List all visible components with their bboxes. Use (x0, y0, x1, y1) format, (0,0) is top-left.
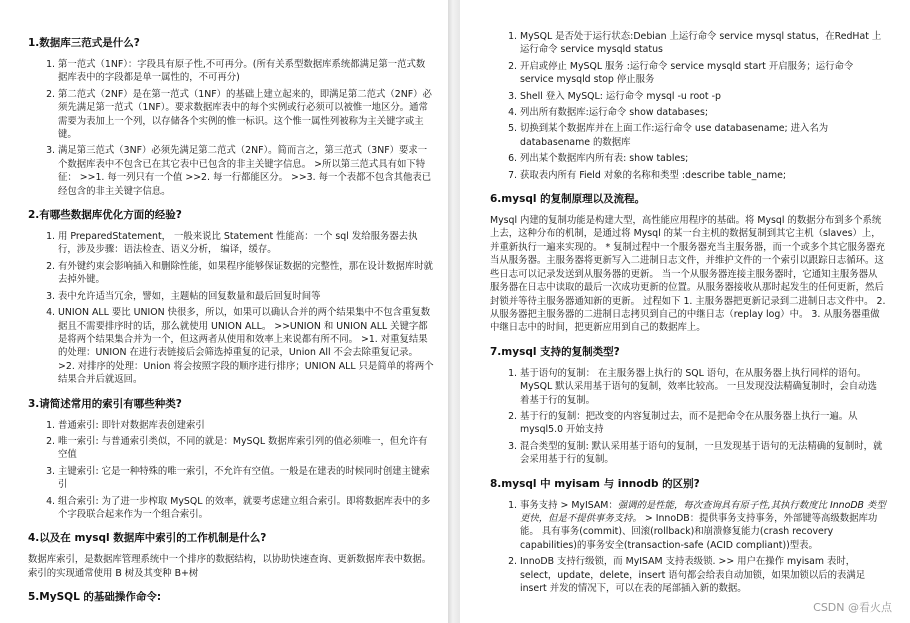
q6-heading: 6.mysql 的复制原理以及流程。 (490, 193, 646, 206)
q1-heading: 1.数据库三范式是什么? (28, 37, 140, 49)
q8-list (490, 499, 886, 596)
right-page (460, 0, 910, 623)
list-item: 4. UNION ALL 要比 UNION 快很多，所以，如果可以确认合并的两个结果集中不包含重复数据且不需要排序时的话，那么就使用 UNION ALL。 >>UNION 和 UNION ALL 关键字都是将两个结果集合并为一个，但这两者从使用和效率上来说都有所不同。 >1. 对重复结果的处理：UNION 在进行表链接后会筛选掉重复的记录，Union All 不会去除重复记录。 >2. 对排序的处理：Union 将会按照字段的顺序进行排序；UNION ALL 只是简单的将两个结果合并后就返回。 (58, 306, 434, 386)
list-item: 3. 混合类型的复制: 默认采用基于语句的复制，一旦发现基于语句的无法精确的复制时，就会采用基于行的复制。 (520, 440, 886, 467)
list-item: 1. 用 PreparedStatement， 一般来说比 Statement 性能高：一个 sql 发给服务器去执行，涉及步骤：语法检查、语义分析， 编译，缓存。 (58, 230, 434, 257)
q5-list (490, 30, 886, 182)
list-item: 1. 第一范式（1NF）：字段具有原子性,不可再分。(所有关系型数据库系统都满足第一范式数据库表中的字段都是单一属性的，不可再分) (58, 58, 434, 85)
list-item: 3. Shell 登入 MySQL: 运行命令 mysql -u root -p (520, 90, 886, 103)
q4-paragraph: 数据库索引，是数据库管理系统中一个排序的数据结构，以协助快速查询、更新数据库表中数据。索引的实现通常使用 B 树及其变种 B+树 (28, 554, 432, 579)
q7-list (490, 367, 886, 467)
q5-heading: 5.MySQL 的基础操作命令: (28, 591, 162, 604)
list-item: 1. MySQL 是否处于运行状态:Debian 上运行命令 service mysql status，在RedHat 上运行命令 service mysqld status (520, 30, 886, 57)
page-gutter (448, 0, 460, 623)
list-item: 3. 主键索引: 它是一种特殊的唯一索引，不允许有空值。一般是在建表的时候同时创建主键索引 (58, 465, 434, 492)
left-page (0, 0, 448, 623)
list-item: 2. 开启或停止 MySQL 服务 :运行命令 service mysqld start 开启服务；运行命令 service mysqld stop 停止服务 (520, 60, 886, 87)
q3-heading: 3.请简述常用的索引有哪些种类? (28, 397, 182, 410)
list-item: 5. 切换到某个数据库并在上面工作:运行命令 use databasename; 进入名为 databasename 的数据库 (520, 122, 886, 149)
list-item (520, 499, 886, 553)
list-item: 4. 组合索引: 为了进一步榨取 MySQL 的效率，就要考虑建立组合索引。即将数据库表中的多个字段联合起来作为一个组合索引。 (58, 495, 434, 522)
list-item: 6. 列出某个数据库内所有表: show tables; (520, 152, 886, 165)
list-item: 3. 表中允许适当冗余，譬如，主题帖的回复数量和最后回复时间等 (58, 290, 434, 303)
q2-heading: 2.有哪些数据库优化方面的经验? (28, 209, 182, 222)
list-item: 2. InnoDB 支持行级锁，而 MyISAM 支持表级锁. >> 用户在操作 myisam 表时，select，update，delete，insert 语句都会给表自动加锁，如果加锁以后的表满足 insert 并发的情况下，可以在表的尾部插入新的数据。 (520, 555, 886, 595)
list-item: 2. 第二范式（2NF）是在第一范式（1NF）的基础上建立起来的，即满足第二范式（2NF）必须先满足第一范式（1NF）。要求数据库表中的每个实例或行必须可以被惟一地区分。通常需要为表加上一个列，以存储各个实例的惟一标识。这个惟一属性列被称为主关键字或主键。 (58, 88, 434, 142)
list-item: 2. 唯一索引: 与普通索引类似，不同的就是：MySQL 数据库索引列的值必须唯一，但允许有空值 (58, 435, 434, 462)
q8-heading: 8.mysql 中 myisam 与 innodb 的区别? (490, 477, 700, 490)
list-item: 4. 列出所有数据库:运行命令 show databases; (520, 106, 886, 119)
list-item: 2. 有外键约束会影响插入和删除性能，如果程序能够保证数据的完整性，那在设计数据库时就去掉外键。 (58, 260, 434, 287)
list-item: 1. 基于语句的复制： 在主服务器上执行的 SQL 语句，在从服务器上执行同样的语句。MySQL 默认采用基于语句的复制，效率比较高。 一旦发现没法精确复制时，会自动选着基于行的复制。 (520, 367, 886, 407)
list-item: 7. 获取表内所有 Field 对象的名称和类型 :describe table_name; (520, 169, 886, 182)
q8-item1-part-a: 事务支持 > MyISAM： (520, 499, 618, 511)
q4-heading: 4.以及在 mysql 数据库中索引的工作机制是什么? (28, 532, 267, 545)
q2-list (28, 230, 434, 386)
q1-list (28, 58, 434, 198)
list-item: 3. 满足第三范式（3NF）必须先满足第二范式（2NF）。简而言之，第三范式（3NF）要求一个数据库表中不包含已在其它表中已包含的非主关键字信息。 >所以第三范式具有如下特征： >>1. 每一列只有一个值 >>2. 每一行都能区分。 >>3. 每一个表都不包含其他表已经包含的非主关键字信息。 (58, 144, 434, 198)
q8-item1-part-b: > InnoDB：提供事务支持事务，外部键等高级数据库功能。 具有事务(commit)、回滚(rollback)和崩溃修复能力(crash recovery capabilities)的事务安全(transaction-safe (ACID compliant))型表。 (520, 512, 878, 551)
q7-heading: 7.mysql 支持的复制类型? (490, 345, 620, 358)
q8-item1-emphasis: 强调的是性能，每次查询具有原子性,其执行数度比 InnoDB 类型更快，但是不提供事务支持。 (520, 499, 886, 524)
list-item: 1. 普通索引: 即针对数据库表创建索引 (58, 419, 434, 432)
watermark: CSDN @看火点 (813, 601, 892, 614)
list-item: 2. 基于行的复制：把改变的内容复制过去，而不是把命令在从服务器上执行一遍。从 mysql5.0 开始支持 (520, 410, 886, 437)
q3-list (28, 419, 434, 522)
q6-paragraph: Mysql 内建的复制功能是构建大型，高性能应用程序的基础。将 Mysql 的数据分布到多个系统上去，这种分布的机制，是通过将 Mysql 的某一台主机的数据复制到其它主机（slaves）上，并重新执行一遍来实现的。 * 复制过程中一个服务器充当主服务器，而一个或多个其它服务器充当从服务器。主服务器将更新写入二进制日志文件，并维护文件的一个索引以跟踪日志循环。这些日志可以记录发送到从服务器的更新。 当一个从服务器连接主服务器时，它通知主服务器从服务器在日志中读取的最后一次成功更新的位置。从服务器接收从那时起发生的任何更新，然后封锁并等待主服务器通知新的更新。 过程如下 1. 主服务器把更新记录到二进制日志文件中。 2. 从服务器把主服务器的二进制日志拷贝到自己的中继日志（replay log）中。 3. 从服务器重做中继日志中的时间，把更新应用到自己的数据库上。 (490, 215, 886, 334)
